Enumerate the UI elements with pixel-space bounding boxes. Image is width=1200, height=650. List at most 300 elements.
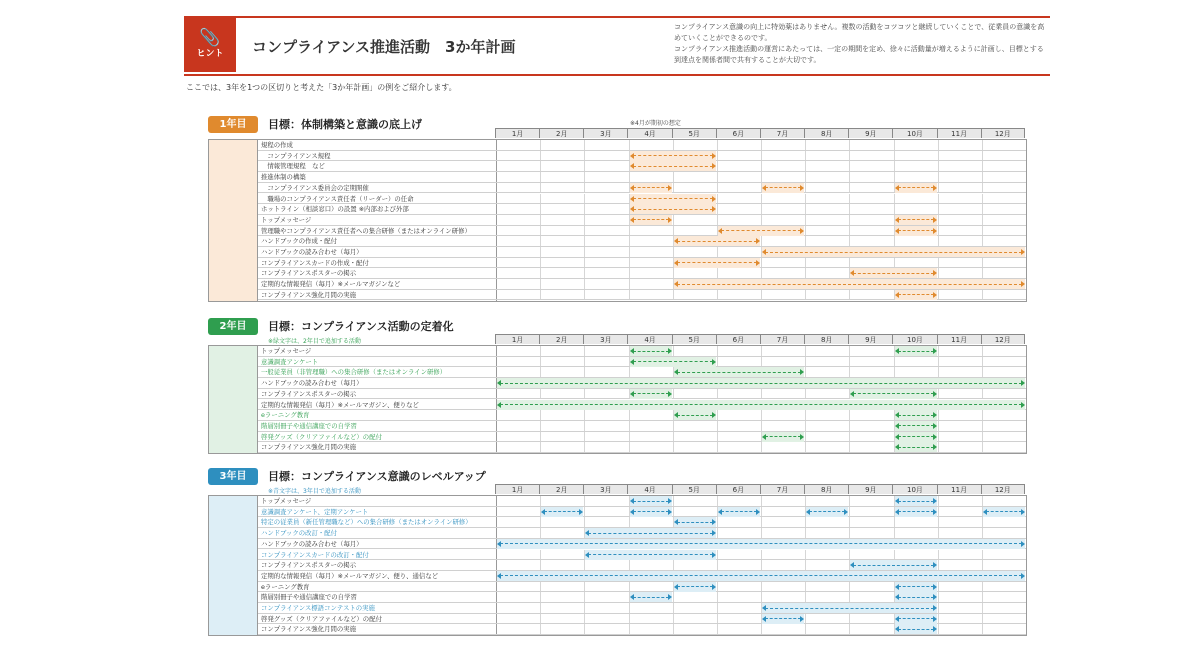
task-label: ホットライン（相談窓口）の設置 ※内部および外部 [258,204,496,215]
arrow-right-icon [933,434,937,440]
month-divider [629,582,630,592]
month-divider [849,592,850,602]
schedule-bar [630,508,672,516]
month-divider [540,603,541,613]
bar-line [633,187,669,188]
task-label: 一般従業員（非管理職）への集合研修（またはオンライン研修） [258,367,496,378]
task-label: ハンドブックの読み合わせ（毎月） [258,247,496,258]
month-divider [584,389,585,399]
section-color-column [209,346,258,453]
arrow-right-icon [933,412,937,418]
month-divider [673,268,674,278]
month-divider [717,603,718,613]
schedule-bar [630,390,672,398]
arrow-left-icon [895,584,899,590]
month-divider [761,442,762,452]
schedule-grid [208,345,1027,454]
month-divider [938,194,939,204]
month-divider [717,614,718,624]
month-divider [540,592,541,602]
month-divider [805,560,806,570]
arrow-right-icon [712,359,716,365]
month-label: 9月 [848,484,892,494]
arrow-left-icon [497,402,501,408]
month-divider [540,624,541,634]
month-label: 12月 [981,484,1025,494]
month-divider [938,140,939,150]
month-divider [761,517,762,527]
month-divider [717,624,718,634]
month-divider [673,247,674,257]
month-divider [938,496,939,506]
arrow-left-icon [850,562,854,568]
arrow-left-icon [630,594,634,600]
arrow-right-icon [933,605,937,611]
schedule-bar [895,615,937,623]
month-divider [717,517,718,527]
task-row [496,367,1026,378]
month-divider [717,560,718,570]
month-divider [629,560,630,570]
bar-line [898,447,934,448]
bar-line [765,618,801,619]
month-divider [849,496,850,506]
month-divider [629,517,630,527]
month-divider [584,183,585,193]
task-row [496,517,1026,528]
arrow-right-icon [668,348,672,354]
month-divider [717,204,718,214]
month-divider [540,432,541,442]
schedule-bar [630,358,716,366]
month-label: 4月 [627,128,671,138]
schedule-bar [674,411,716,419]
month-divider [717,140,718,150]
arrow-left-icon [674,519,678,525]
month-divider [540,421,541,431]
month-divider [938,442,939,452]
month-divider [629,268,630,278]
month-divider [938,528,939,538]
month-divider [982,140,983,150]
month-divider [629,367,630,377]
bar-line [633,166,713,167]
month-divider [982,624,983,634]
bar-line [633,361,713,362]
task-row [496,236,1026,247]
task-row [496,194,1026,205]
arrow-right-icon [933,584,937,590]
month-divider [938,346,939,356]
month-divider [849,507,850,517]
task-row [496,151,1026,162]
task-row [496,389,1026,400]
schedule-bar [850,561,936,569]
arrow-left-icon [718,509,722,515]
month-divider [938,432,939,442]
arrow-right-icon [712,196,716,202]
schedule-grid [208,139,1027,302]
bar-line [898,294,934,295]
month-divider [761,421,762,431]
arrow-left-icon [895,444,899,450]
month-divider [938,592,939,602]
month-divider [982,172,983,182]
month-divider [982,215,983,225]
task-label: コンプライアンス委員会の定期開催 [258,183,496,194]
bar-line [765,187,801,188]
year-badge: 2年目 [208,318,258,335]
month-divider [584,421,585,431]
task-row [496,571,1026,582]
task-row [496,624,1026,635]
schedule-bar [895,347,937,355]
arrow-left-icon [895,292,899,298]
month-divider [584,215,585,225]
schedule-bar [630,195,716,203]
bar-line [721,511,757,512]
month-divider [673,183,674,193]
month-label: 7月 [760,484,804,494]
month-divider [761,151,762,161]
month-divider [938,151,939,161]
month-divider [894,517,895,527]
month-divider [761,346,762,356]
bar-line [898,586,934,587]
arrow-left-icon [762,434,766,440]
section-goal: 目標：コンプライアンス意識のレベルアップ [268,470,486,483]
bar-line [898,415,934,416]
month-divider [982,582,983,592]
task-label: ハンドブックの改訂・配付 [258,528,496,539]
arrow-left-icon [497,380,501,386]
schedule-bar [895,433,937,441]
month-divider [540,389,541,399]
month-divider [584,496,585,506]
month-label: 11月 [937,484,981,494]
schedule-bar [983,508,1025,516]
task-row [496,592,1026,603]
month-divider [673,624,674,634]
schedule-bar [895,216,937,224]
arrow-right-icon [933,228,937,234]
task-label: コンプライアンスポスターの掲示 [258,560,496,571]
month-label: 5月 [672,128,716,138]
month-divider [584,258,585,268]
month-label: 10月 [892,334,936,344]
schedule-bar [895,497,937,505]
month-divider [849,183,850,193]
month-divider [629,247,630,257]
month-divider [540,496,541,506]
month-divider [805,421,806,431]
task-label: 意識調査アンケート [258,357,496,368]
task-label: コンプライアンス標語コンテストの実施 [258,603,496,614]
year-badge: 1年目 [208,116,258,133]
month-divider [584,236,585,246]
month-divider [540,528,541,538]
task-row [496,161,1026,172]
month-divider [629,172,630,182]
month-divider [849,357,850,367]
month-divider [849,367,850,377]
month-divider [805,268,806,278]
month-divider [849,161,850,171]
month-divider [982,603,983,613]
month-divider [629,624,630,634]
bar-line [500,404,1022,405]
month-divider [717,215,718,225]
month-divider [761,290,762,300]
task-label: コンプライアンスポスターの掲示 [258,268,496,279]
month-divider [982,496,983,506]
arrow-right-icon [712,412,716,418]
month-label: 2月 [539,128,583,138]
month-divider [849,550,850,560]
month-divider [673,215,674,225]
schedule-bar [674,583,716,591]
month-divider [540,204,541,214]
month-divider [849,421,850,431]
month-divider [761,550,762,560]
arrow-right-icon [933,217,937,223]
month-divider [805,151,806,161]
bar-line [633,501,669,502]
bar-line [500,383,1022,384]
month-label: 6月 [716,334,760,344]
arrow-left-icon [895,626,899,632]
arrow-right-icon [712,530,716,536]
schedule-bar [630,184,672,192]
month-divider [894,528,895,538]
month-divider [849,410,850,420]
month-divider [805,624,806,634]
task-label: ハンドブックの作成・配付 [258,236,496,247]
arrow-left-icon [895,616,899,622]
arrow-left-icon [630,498,634,504]
bar-line [809,511,845,512]
month-divider [584,161,585,171]
month-divider [540,268,541,278]
month-divider [629,614,630,624]
bar-line [500,575,1022,576]
month-divider [805,592,806,602]
bar-line [765,436,801,437]
task-label: eラーニング教育 [258,410,496,421]
month-divider [761,582,762,592]
arrow-right-icon [933,292,937,298]
task-row [496,290,1026,301]
bar-line [500,543,1022,544]
task-label: 規程の作成 [258,140,496,151]
arrow-left-icon [674,260,678,266]
month-divider [805,215,806,225]
arrow-right-icon [844,509,848,515]
month-divider [584,194,585,204]
month-divider [761,258,762,268]
bar-line [898,436,934,437]
arrow-right-icon [712,552,716,558]
schedule-bar [895,184,937,192]
schedule-bar [895,227,937,235]
arrow-left-icon [541,509,545,515]
arrow-left-icon [762,605,766,611]
arrow-right-icon [756,509,760,515]
bar-line [721,230,801,231]
month-divider [982,290,983,300]
schedule-bar [630,593,672,601]
page-header [184,16,1050,76]
month-divider [761,496,762,506]
month-label: 3月 [583,128,627,138]
task-row [496,226,1026,237]
schedule-bar [895,411,937,419]
month-divider [761,204,762,214]
arrow-right-icon [1021,380,1025,386]
arrow-right-icon [668,509,672,515]
arrow-left-icon [630,509,634,515]
month-divider [805,161,806,171]
month-divider [673,226,674,236]
month-divider [938,204,939,214]
arrow-right-icon [1021,509,1025,515]
schedule-grid [208,495,1027,636]
arrow-left-icon [762,249,766,255]
month-label: 11月 [937,334,981,344]
arrow-left-icon [674,584,678,590]
bar-line [588,554,713,555]
month-divider [629,603,630,613]
month-divider [805,346,806,356]
arrow-right-icon [933,594,937,600]
month-divider [805,226,806,236]
arrow-right-icon [933,185,937,191]
header-description-2: コンプライアンス推進活動の運営にあたっては、一定の期間を定め、徐々に活動量が増えるように計画し、目標とする到達点を関係者間で共有することが大切です。 [674,45,1044,64]
bar-line [898,425,934,426]
month-divider [584,614,585,624]
month-divider [761,357,762,367]
month-divider [938,268,939,278]
month-label: 7月 [760,128,804,138]
arrow-right-icon [1021,249,1025,255]
month-divider [717,496,718,506]
schedule-bar [895,422,937,430]
month-divider [584,140,585,150]
arrow-left-icon [630,348,634,354]
schedule-bar [895,583,937,591]
schedule-bar [674,368,805,376]
month-divider [540,172,541,182]
month-divider [717,550,718,560]
task-row [496,410,1026,421]
month-label: 4月 [627,334,671,344]
month-divider [584,517,585,527]
schedule-bar [497,572,1025,580]
bar-line [898,618,934,619]
month-divider [805,614,806,624]
month-divider [849,432,850,442]
bar-line [677,415,713,416]
arrow-left-icon [674,281,678,287]
section-goal: 目標：体制構築と意識の底上げ [268,118,422,131]
month-divider [849,624,850,634]
task-row [496,172,1026,183]
schedule-bar [630,347,672,355]
bar-line [677,372,802,373]
month-divider [894,550,895,560]
month-divider [584,290,585,300]
month-divider [849,528,850,538]
month-divider [982,346,983,356]
schedule-bar [674,518,716,526]
month-divider [894,161,895,171]
arrow-right-icon [933,391,937,397]
month-divider [629,432,630,442]
month-divider [849,290,850,300]
bar-line [544,511,580,512]
month-divider [982,151,983,161]
arrow-right-icon [668,498,672,504]
month-divider [584,172,585,182]
arrow-left-icon [895,228,899,234]
month-label: 5月 [672,484,716,494]
month-divider [673,389,674,399]
month-divider [805,528,806,538]
task-label: ハンドブックの読み合わせ（毎月） [258,539,496,550]
month-divider [805,236,806,246]
month-divider [805,357,806,367]
month-divider [584,367,585,377]
section-color-column [209,496,258,635]
month-divider [717,410,718,420]
section-goal: 目標：コンプライアンス活動の定着化 [268,320,454,333]
arrow-left-icon [718,228,722,234]
month-label: 2月 [539,484,583,494]
month-divider [717,421,718,431]
schedule-bar [895,291,937,299]
arrow-right-icon [1021,281,1025,287]
arrow-right-icon [800,228,804,234]
schedule-bar [674,280,1025,288]
bar-line [898,511,934,512]
section-note: ※青文字は、3年目で追加する活動 [268,488,361,495]
month-divider [629,258,630,268]
arrow-left-icon [895,434,899,440]
month-divider [629,140,630,150]
month-divider [849,517,850,527]
bar-line [633,393,669,394]
month-divider [673,140,674,150]
month-divider [584,432,585,442]
month-divider [717,247,718,257]
bar-line [633,351,669,352]
month-divider [805,410,806,420]
month-label: 1月 [495,484,539,494]
month-divider [982,550,983,560]
task-label: 特定の従業員（新任管理職など）への集合研修（またはオンライン研修） [258,517,496,528]
arrow-right-icon [933,498,937,504]
arrow-right-icon [1021,402,1025,408]
month-divider [540,236,541,246]
hint-label: ヒント [196,49,224,59]
task-label: 職場のコンプライアンス責任者（リーダー）の任命 [258,194,496,205]
month-divider [938,226,939,236]
arrow-right-icon [800,369,804,375]
task-label: トップメッセージ [258,346,496,357]
schedule-bar [762,615,804,623]
section-note: ※4月が期初の想定 [630,120,681,127]
month-divider [761,560,762,570]
